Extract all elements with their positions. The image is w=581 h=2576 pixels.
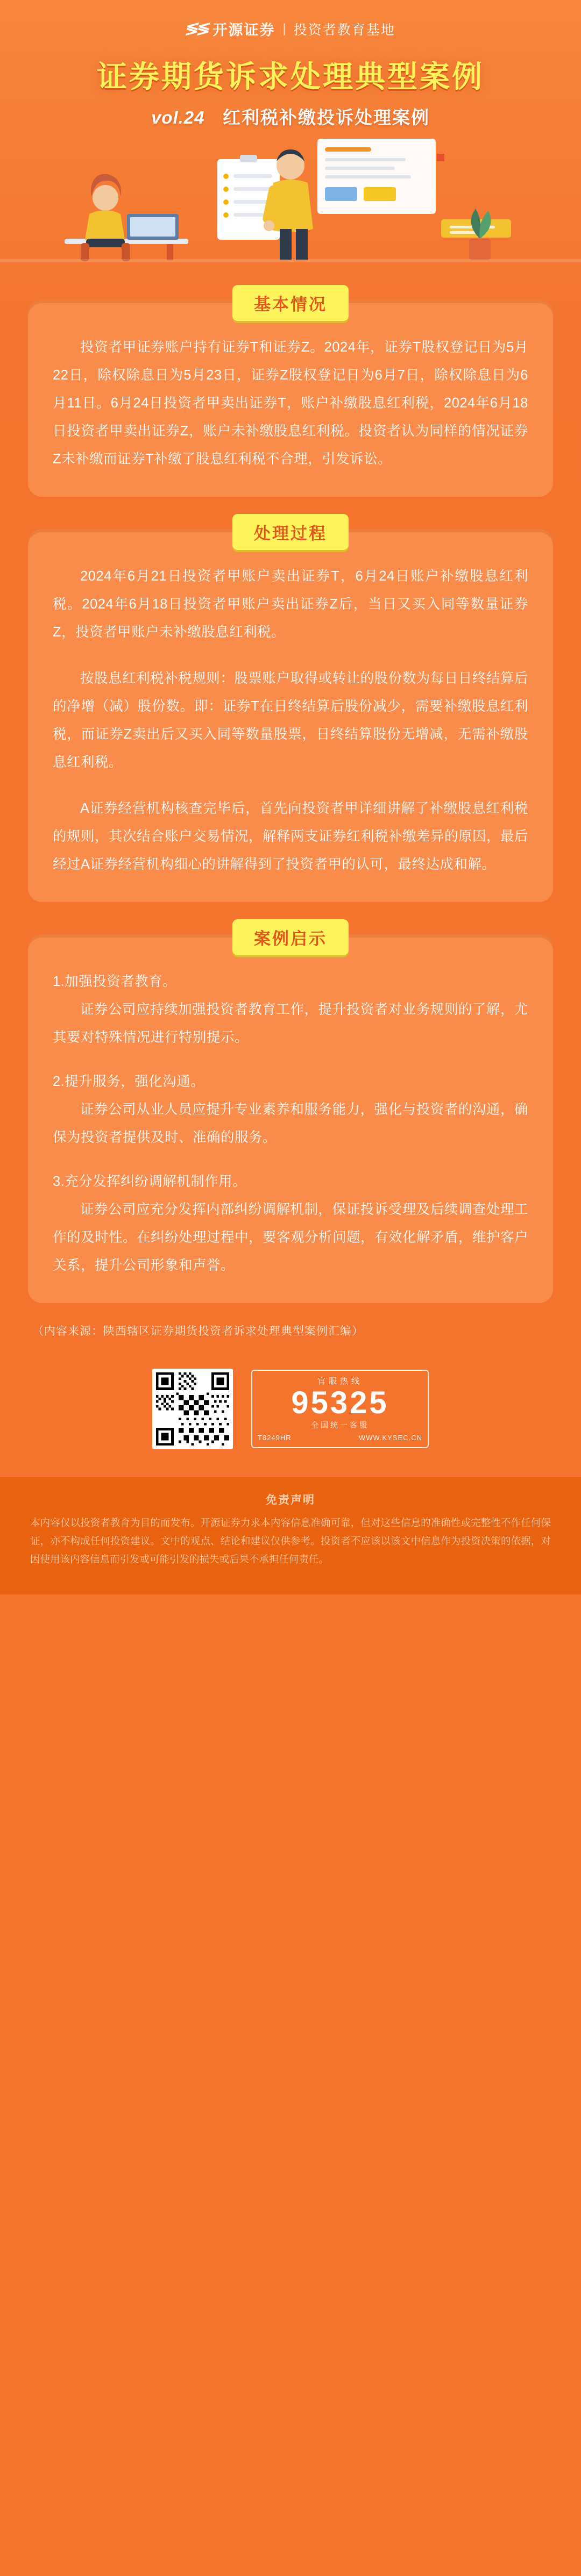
brand-bar (0, 0, 581, 39)
section-basic-situation (28, 295, 553, 497)
source-note: （内容来源：陕西辖区证券期货投资者诉求处理典型案例汇编） (32, 1325, 364, 1337)
lesson-body-2: 证券公司从业人员应提升专业素养和服务能力，强化与投资者的沟通，确保为投资者提供及时、准确的服务。 (53, 1102, 528, 1145)
disclaimer-section (0, 1477, 581, 1594)
section-lessons (28, 929, 553, 1303)
disclaimer-text: 本内容仅以投资者教育为目的而发布。开源证券力求本内容信息准确可靠，但对这些信息的准确性或完整性不作任何保证，亦不构成任何投资建议。文中的观点、结论和建议仅供参考。投资者不应该以该文中信息作为投资决策的依据，对因使用该内容信息而引发或可能引发的损失或后果不承担任何责任。 (30, 1517, 551, 1565)
hotline-box (251, 1370, 429, 1448)
lesson-item (53, 1168, 528, 1279)
lesson-body-3: 证券公司应充分发挥内部纠纷调解机制，保证投诉受理及后续调查处理工作的及时性。在纠纷处理过程中，要客观分析问题，有效化解矛盾，维护客户关系，提升公司形象和声誉。 (53, 1202, 529, 1273)
section-handling-process (28, 524, 553, 902)
volume-label: vol.24 (151, 108, 205, 127)
section-badge-lessons: 案例启示 (232, 919, 349, 955)
lesson-lead-1: 1.加强投资者教育。 (53, 974, 177, 989)
section-badge-process: 处理过程 (232, 514, 349, 550)
page-title: 证券期货诉求处理典型案例 (97, 60, 484, 94)
process-paragraph-3: A证券经营机构核查完毕后，首先向投资者甲详细讲解了补缴股息红利税的规则，其次结合账户交易情况，解释两支证券红利税补缴差异的原因，最后经过A证券经营机构细心的讲解得到了投资者甲的认可，最终达成和解。 (53, 801, 529, 872)
brand-separator: | (282, 21, 286, 36)
page-subtitle (0, 104, 581, 129)
disclaimer-title: 免责声明 (266, 1494, 315, 1506)
brand-subtitle: 投资者教育基地 (293, 22, 395, 38)
qr-code[interactable] (152, 1369, 233, 1449)
process-paragraph-2: 按股息红利税补税规则：股票账户取得或转让的股份数为每日日终结算后的净增（减）股份数。即：证券T在日终结算后股份减少，需要补缴股息红利税，而证券Z卖出后又买入同等数量股票，日终结算股份无增减，无需补缴股息红利税。 (53, 671, 528, 770)
hotline-subcaption: 全国统一客服 (311, 1421, 369, 1429)
basic-situation-paragraph: 投资者甲证券账户持有证券T和证券Z。2024年，证券T股权登记日为5月22日，除权除息日为5月23日，证券Z股权登记日为6月7日，除权除息日为6月11日。6月24日投资者甲卖出证券T，账户补缴股息红利税，2024年6月18日投资者甲卖出证券Z，账户未补缴股息红利税。投资者认为同样的情况证券Z未补缴而证券T补缴了股息红利税不合理，引发诉讼。 (53, 340, 528, 467)
lesson-lead-2: 2.提升服务，强化沟通。 (53, 1074, 205, 1089)
hotline-code: T8249HR (258, 1434, 292, 1442)
hero-svg (0, 133, 581, 262)
lesson-item (53, 968, 528, 1051)
lesson-item (53, 1068, 528, 1151)
hotline-footer (252, 1430, 428, 1442)
logo-icon: ≶≶ (183, 20, 211, 38)
brand-name: 开源证券 (212, 22, 275, 38)
section-badge-basic: 基本情况 (232, 285, 349, 321)
hotline-number: 95325 (291, 1385, 389, 1420)
hotline-caption: 官服热线 (317, 1377, 363, 1386)
hero-illustration (0, 133, 581, 262)
website-url[interactable]: WWW.KYSEC.CN (358, 1434, 422, 1442)
brand-logo (183, 18, 275, 39)
lesson-body-1: 证券公司应持续加强投资者教育工作，提升投资者对业务规则的了解，尤其要对特殊情况进行特别提示。 (53, 1002, 528, 1045)
qr-code-icon (156, 1372, 229, 1446)
lesson-lead-3: 3.充分发挥纠纷调解机制作用。 (53, 1174, 247, 1189)
hero-ground-line (0, 259, 581, 262)
process-paragraph-1: 2024年6月21日投资者甲账户卖出证券T，6月24日账户补缴股息红利税。2024年6月18日投资者甲账户卖出证券Z后，当日又买入同等数量证券Z，投资者甲账户未补缴股息红利税。 (53, 569, 528, 640)
contact-row (0, 1369, 581, 1449)
case-topic: 红利税补缴投诉处理案例 (223, 108, 430, 127)
